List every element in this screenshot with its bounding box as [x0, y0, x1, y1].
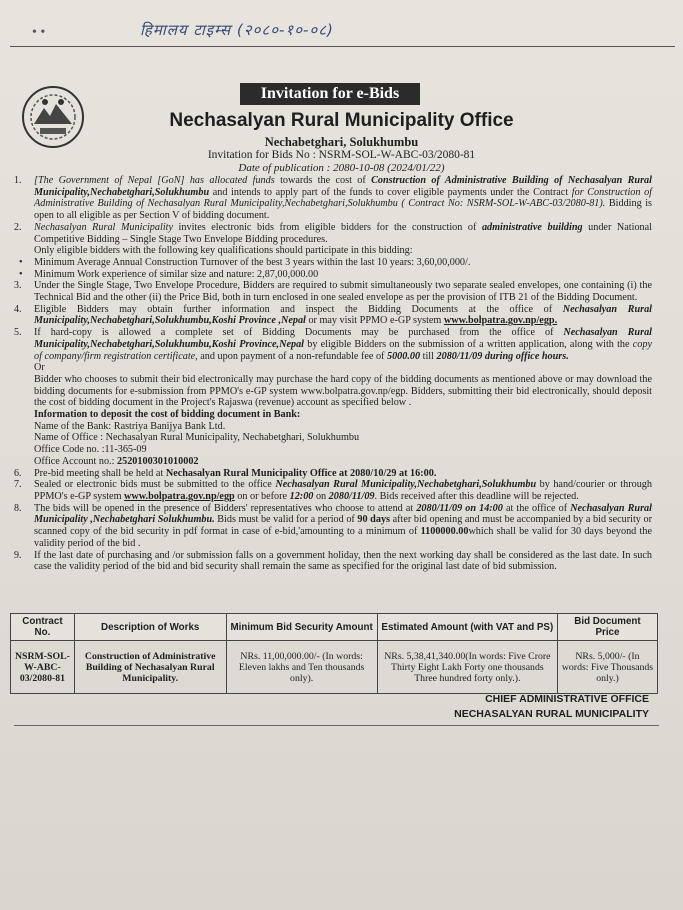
- clause-5: [12, 327, 652, 362]
- table-header-cell: Contract No.: [11, 614, 75, 641]
- qualification-bullet: • Minimum Average Annual Construction Turnover of the best 3 years within the last 10 years: 3,60,00,000/.: [19, 256, 471, 268]
- bullet-icon: •: [19, 256, 23, 268]
- clause-4: [12, 304, 652, 327]
- clause-number: 5.: [14, 327, 22, 339]
- table-cell: NRs. 5,000/- (In words: Five Thousands only.): [557, 641, 657, 694]
- clause-7: [12, 479, 652, 502]
- signature-municipality: NECHASALYAN RURAL MUNICIPALITY: [454, 708, 649, 720]
- table-cell: NSRM-SOL-W-ABC-03/2080-81: [11, 641, 75, 694]
- office-location: Nechabetghari, Solukhumbu: [264, 135, 419, 149]
- clause-text: Sealed or electronic bids must be submitted to the office Nechasalyan Rural Municipality,Nechabetghari,Solukhumbu by hand/courier or through PPMO's e-GP system www.bolpatra.gov.np/egp on or before 12:00 on 2080/11/09. Bids received after this deadline will be rejected.: [34, 479, 652, 502]
- clause-number: 2.: [14, 221, 22, 233]
- clause-number: 3.: [14, 280, 22, 292]
- table-cell: NRs. 11,00,000.00/- (In words: Eleven lakhs and Ten thousands only).: [226, 641, 377, 694]
- clause-text: [The Government of Nepal [GoN] has allocated funds towards the cost of Construction of Administrative Building of Nechasalyan Rural Municipality,Nechabetghari,Solukhumbu and intends to apply part of the funds to cover eligible payments under the Contract for Construction of Administrative Building of Nechasalyan Rural Municipality,Nechabetghari,Solukhumbu ( Contract No: NSRM-SOL-W-ABC-03/2080-81). Bidding is open to all eligible as per Section V of bidding document.: [34, 175, 652, 222]
- signature-office: CHIEF ADMINISTRATIVE OFFICE: [485, 693, 649, 705]
- clause-3: [12, 280, 652, 303]
- clause-2: [12, 222, 652, 245]
- table-cell: Construction of Administrative Building of Nechasalyan Rural Municipality.: [74, 641, 226, 694]
- electronic-submission-paragraph: Bidder who chooses to submit their bid electronically may purchase the hard copy of the bidding documents as mentioned above or may download the bidding documents for e-submission from PPMO's e-GP system www.bolpatra.gov.np/egp. Bidders, submitting their bid electronically, should deposit the cost of bidding document in the Project's Rajaswa (revenue) account as specified below .: [34, 373, 652, 409]
- eligibility-intro: Only eligible bidders with the following key qualifications should participate in this bidding:: [34, 245, 413, 257]
- bullet-icon: •: [19, 268, 23, 280]
- clause-text: Eligible Bidders may obtain further information and inspect the Bidding Documents at the office of Nechasalyan Rural Municipality,Nechabetghari,Solukhumbu,Koshi Province ,Nepal or may visit PPMO e-GP system www.bolpatra.gov.np/egp.: [34, 303, 653, 327]
- table-row: [11, 641, 658, 694]
- clause-number: 9.: [14, 549, 22, 561]
- bank-info-line: Name of the Bank: Rastriya Banijya Bank Ltd.: [34, 420, 226, 432]
- clause-text: The bids will be opened in the presence of Bidders' representatives who choose to attend at 2080/11/09 on 14:00 at the office of Nechasalyan Rural Municipality ,Nechabetghari Solukhumbu. Bids must be valid for a period of 90 days after bid opening and must be accompanied by a bid security or scanned copy of the bid security in pdf format in case of e-bid,'amounting to a minimum of 1100000.00which shall be valid for 30 days beyond the validity period of the bid .: [34, 502, 652, 549]
- bid-details-table: [10, 613, 658, 694]
- table-header-cell: Minimum Bid Security Amount: [226, 614, 377, 641]
- bottom-divider: [14, 725, 659, 726]
- clause-text: If the last date of purchasing and /or submission falls on a government holiday, then the next working day shall be considered as the last date. In such case the validity period of the bid and bid security shall remain the same as specified for the original last date of bid submission.: [34, 549, 652, 573]
- clause-number: 8.: [14, 502, 22, 514]
- clause-6: [12, 468, 652, 480]
- table-header-cell: Estimated Amount (with VAT and PS): [377, 614, 557, 641]
- clause-8: [12, 503, 652, 550]
- marks-icon: • •: [32, 25, 46, 40]
- office-title: Nechasalyan Rural Municipality Office: [169, 110, 514, 131]
- bank-heading: Information to deposit the cost of bidding document in Bank:: [34, 409, 301, 421]
- clause-number: 7.: [14, 479, 22, 491]
- clause-text: Under the Single Stage, Two Envelope Procedure, Bidders are required to submit simultaneously two separate sealed envelopes, one containing (i) the Technical Bid and the other (ii) the Price Bid, both in turn enclosed in one sealed envelope as per the provision of ITB 21 of the Bidding Document.: [34, 280, 652, 304]
- clause-number: 1.: [14, 175, 22, 186]
- clause-1: [12, 175, 652, 222]
- bank-info-line: Office Account no.: 2520100301010002: [34, 455, 199, 467]
- table-cell: NRs. 5,38,41,340.00(In words: Five Crore Thirty Eight Lakh Forty one thousands Three hundred forty only.).: [377, 641, 557, 694]
- or-text: Or: [34, 362, 45, 374]
- notice-body: [12, 175, 652, 573]
- clause-text: If hard-copy is allowed a complete set of Bidding Documents may be purchased from the office of Nechasalyan Rural Municipality,Nechabetghari,Solukhumbu,Koshi Province,Nepal by eligible Bidders on the submission of a written application, along with the copy of company/firm registration certificate, and upon payment of a non-refundable fee of 5000.00 till 2080/11/09 during office hours.: [34, 327, 652, 362]
- clause-9: [12, 550, 652, 573]
- bank-info-line: Name of Office : Nechasalyan Rural Municipality, Nechabetghari, Solukhumbu: [34, 432, 360, 444]
- clause-text: Nechasalyan Rural Municipality invites electronic bids from eligible bidders for the construction of administrative building under National Competitive Bidding – Single Stage Two Envelope Bidding procedures.: [34, 221, 652, 245]
- publication-date: Date of publication : 2080-10-08 (2024/01/22): [238, 162, 445, 174]
- ifb-number: Invitation for Bids No : NSRM-SOL-W-ABC-03/2080-81: [207, 149, 476, 161]
- clause-number: 6.: [14, 467, 22, 479]
- table-header-cell: Bid Document Price: [557, 614, 657, 641]
- bank-info-line: Office Code no. :11-365-09: [34, 444, 147, 456]
- handwritten-note: हिमालय टाइम्स (२०८०-१०-०८): [140, 21, 334, 39]
- clause-text: Pre-bid meeting shall be held at Nechasalyan Rural Municipality Office at 2080/10/29 at 16:00.: [34, 467, 437, 479]
- qualification-bullet: • Minimum Work experience of similar size and nature: 2,87,00,000.00: [19, 268, 319, 280]
- top-divider: [10, 46, 675, 47]
- notice-header-band: Invitation for e-Bids: [240, 83, 420, 105]
- clause-number: 4.: [14, 303, 22, 315]
- table-header-cell: Description of Works: [74, 614, 226, 641]
